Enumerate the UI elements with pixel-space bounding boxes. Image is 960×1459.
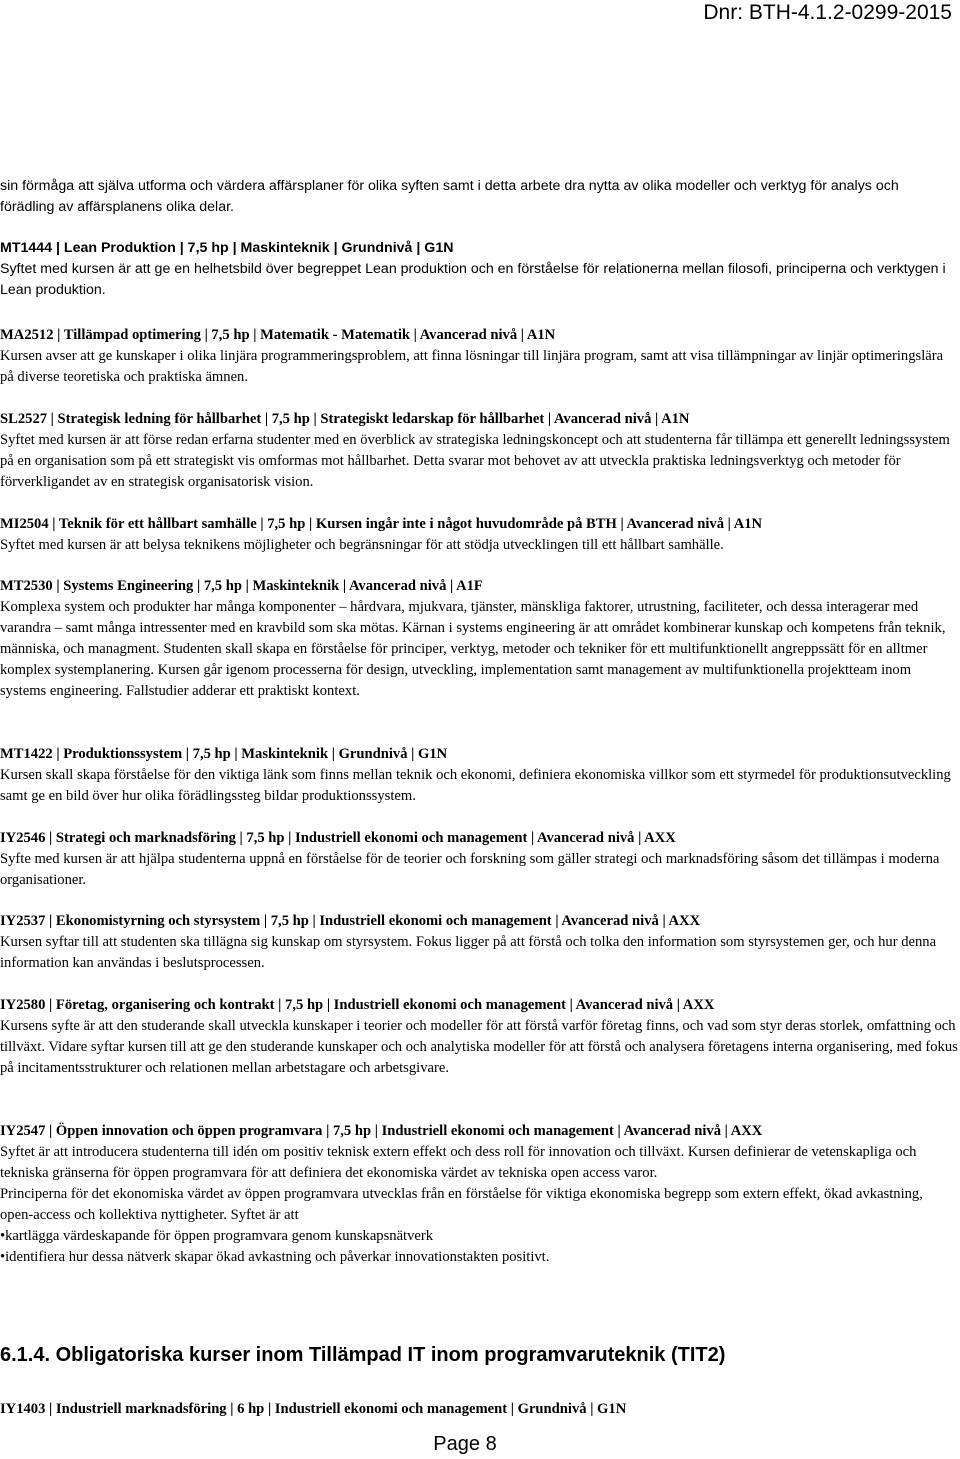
course-entry-iy2546 (0, 828, 958, 891)
section-heading: 6.1.4. Obligatoriska kurser inom Tillämpad IT inom programvaruteknik (TIT2) (0, 1344, 726, 1366)
course-description: Syfte med kursen är att hjälpa studenterna uppnå en förståelse för de teorier och forskning som gäller strategi och marknadsföring såsom det tillämpas i moderna organisationer. (0, 851, 940, 888)
course-entry-iy2580 (0, 995, 958, 1079)
course-title: MI2504 | Teknik för ett hållbart samhälle | 7,5 hp | Kursen ingår inte i något huvudområde på BTH | Avancerad nivå | A1N (0, 516, 763, 532)
course-description: Kursen skall skapa förståelse för den viktiga länk som finns mellan teknik och ekonomi, definiera ekonomiska villkor som ett styrmedel för produktionsutveckling samt ge en bild över hur olika förädlingssteg bildar produktionssystem. (0, 767, 951, 804)
course-entry-mi2504 (0, 514, 958, 556)
course-description: Syftet med kursen är att belysa teknikens möjligheter och begränsningar för att stödja utvecklingen till ett hållbart samhälle. (0, 537, 724, 553)
course-description-continued: Principerna för det ekonomiska värdet av öppen programvara utvecklas från en förståelse för viktiga ekonomiska begrepp som extern effekt, ökad avkastning, open-access och kollektiva nyttigheter. Syftet är att (0, 1186, 923, 1223)
course-entry-iy1403 (0, 1399, 958, 1420)
course-title: SL2527 | Strategisk ledning för hållbarhet | 7,5 hp | Strategiskt ledarskap för hållbarhet | Avancerad nivå | A1N (0, 411, 690, 427)
course-title: MT1444 | Lean Produktion | 7,5 hp | Maskinteknik | Grundnivå | G1N (0, 240, 454, 256)
course-title: MT2530 | Systems Engineering | 7,5 hp | Maskinteknik | Avancerad nivå | A1F (0, 578, 483, 594)
course-description: Syftet är att introducera studenterna till idén om positiv teknisk extern effekt och dess roll för innovation och tillväxt. Kursen definierar de vetenskapliga och tekniska gränserna för öppen programvara för att definiera det ekonomiska värdet av tekniska open access varor. (0, 1144, 917, 1181)
course-description: Kursen avser att ge kunskaper i olika linjära programmeringsproblem, att finna lösningar till linjära program, samt att visa tillämpningar av linjär optimeringslära på diverse teoretiska och praktiska ämnen. (0, 348, 944, 385)
course-entry-iy2537 (0, 911, 958, 974)
bullet-item: • kartlägga värdeskapande för öppen programvara genom kunskapsnätverk (0, 1226, 958, 1247)
course-entry-ma2512 (0, 325, 958, 388)
bullet-item: • identifiera hur dessa nätverk skapar ökad avkastning och påverkar innovationstakten positivt. (0, 1247, 958, 1268)
course-description: Kursen syftar till att studenten ska tillägna sig kunskap om styrsystem. Fokus ligger på att förstå och tolka den information som styrsystemen ger, och hur denna information kan användas i beslutsprocessen. (0, 934, 937, 971)
course-description: Komplexa system och produkter har många komponenter – hårdvara, mjukvara, tjänster, mänskliga faktorer, utrustning, faciliteter, och dessa interagerar med varandra – samt många intressenter med en kravbild som ska mötas. Kärnan i systems engineering är att området kombinerar kunskap och kompetens från teknik, människa, och managment. Studenten skall skapa en förståelse för principer, verktyg, metoder och tekniker för ett multifunktionellt angreppssätt för en alltmer komplex systemplanering. Kursen går igenom processerna för design, utveckling, implementation samt management av multifunktionella projektteam inom systems engineering. Fallstudier adderar ett praktiskt kontext. (0, 599, 946, 699)
course-description: Kursens syfte är att den studerande skall utveckla kunskaper i teorier och modeller för att förstå varför företag finns, och vad som styr deras storlek, omfattning och tillväxt. Vidare syftar kursen till att ge den studerande kunskaper och och analytiska modeller för att förstå och analysera företagens interna organisering, med fokus på incitamentsstrukturer och relationen mellan arbetstagare och arbetsgivare. (0, 1018, 958, 1076)
course-title: IY2547 | Öppen innovation och öppen programvara | 7,5 hp | Industriell ekonomi och management | Avancerad nivå | AXX (0, 1123, 763, 1139)
course-entry-mt2530 (0, 576, 958, 702)
intro-paragraph: sin förmåga att själva utforma och värdera affärsplaner för olika syften samt i detta arbete dra nytta av olika modeller och verktyg för analys och förädling av affärsplanens olika delar. (0, 178, 899, 215)
course-entry-iy2547 (0, 1121, 958, 1268)
bullet-list (0, 1226, 958, 1268)
document-number: Dnr: BTH-4.1.2-0299-2015 (703, 1, 952, 24)
course-description: Syftet med kursen är att förse redan erfarna studenter med en överblick av strategiska ledningskoncept och att studenterna får tillämpa ett generellt ledningssystem på en organisation som på ett strategiskt vis omformas mot hållbarhet. Detta svarar mot behovet av att utveckla praktiska ledningsverktyg och metoder för förverkligandet av en strategisk organisatorisk vision. (0, 432, 950, 490)
course-entry-mt1422 (0, 744, 958, 807)
course-title: MA2512 | Tillämpad optimering | 7,5 hp | Matematik - Matematik | Avancerad nivå | A1N (0, 327, 556, 343)
course-title: IY2537 | Ekonomistyrning och styrsystem | 7,5 hp | Industriell ekonomi och management | Avancerad nivå | AXX (0, 913, 701, 929)
page-number: Page 8 (433, 1433, 497, 1455)
course-title: IY1403 | Industriell marknadsföring | 6 hp | Industriell ekonomi och management | Grundnivå | G1N (0, 1401, 627, 1417)
course-title: MT1422 | Produktionssystem | 7,5 hp | Maskinteknik | Grundnivå | G1N (0, 746, 448, 762)
course-title: IY2546 | Strategi och marknadsföring | 7,5 hp | Industriell ekonomi och management | Avancerad nivå | AXX (0, 830, 676, 846)
course-title: IY2580 | Företag, organisering och kontrakt | 7,5 hp | Industriell ekonomi och management | Avancerad nivå | AXX (0, 997, 715, 1013)
course-entry-sl2527 (0, 409, 958, 493)
course-entry-mt1444 (0, 238, 958, 301)
course-description: Syftet med kursen är att ge en helhetsbild över begreppet Lean produktion och en förståelse för relationerna mellan filosofi, principerna och verktygen i Lean produktion. (0, 261, 946, 298)
